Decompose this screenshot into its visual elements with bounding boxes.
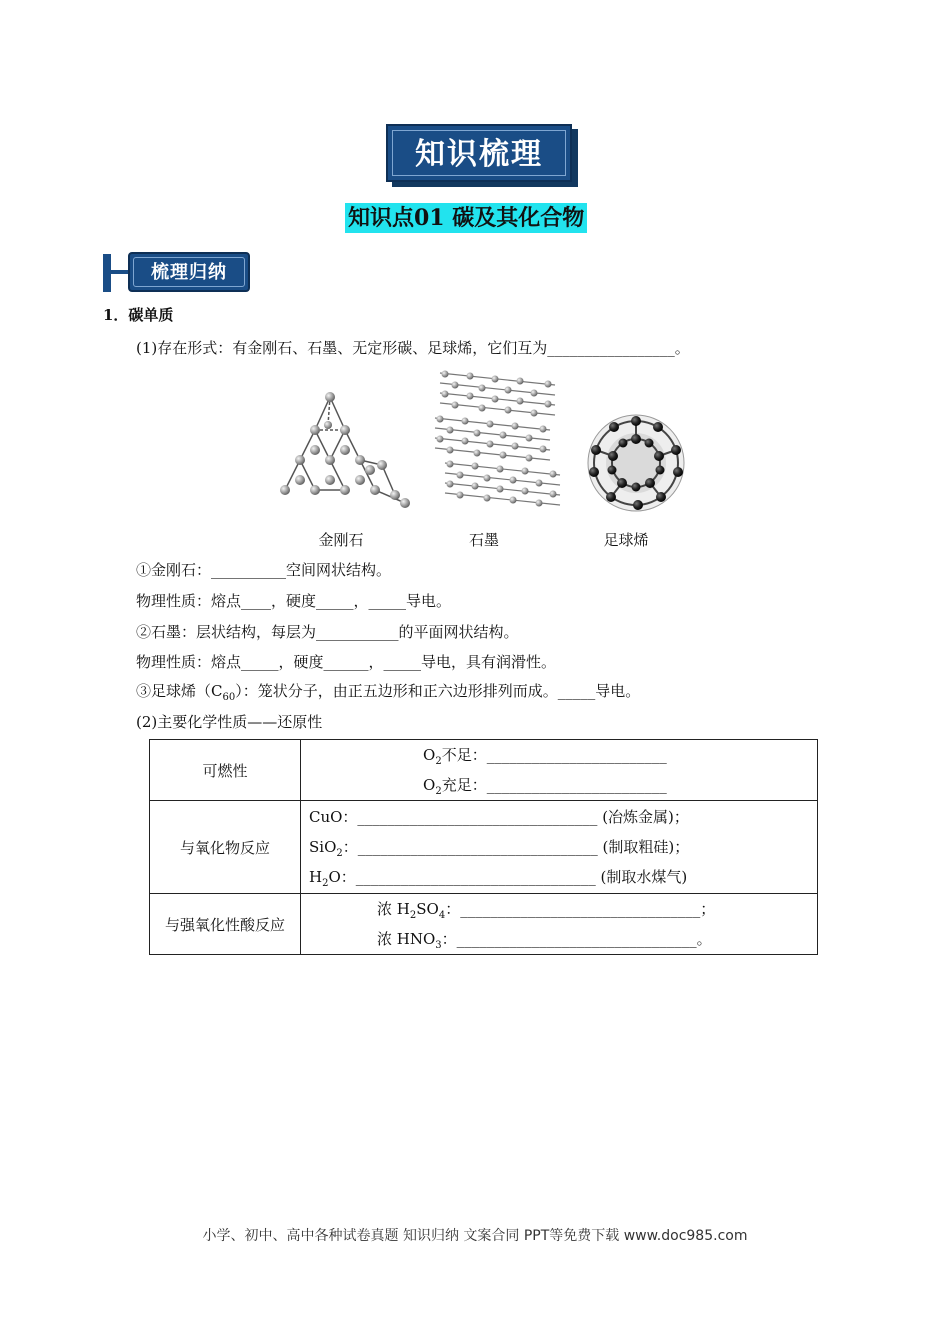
diamond-properties: 物理性质：熔点____，硬度_____，_____导电。: [136, 592, 452, 610]
existence-line: (1)存在形式：有金刚石、石墨、无定形碳、足球烯，它们互为_________________。: [136, 339, 690, 357]
cuo-row: CuO：________________________________ (冶炼金属)；: [309, 808, 689, 826]
acid-reaction-label: 与强氧化性酸反应: [150, 894, 301, 955]
o2-lack-row: $O_2$不足：________________________: [423, 746, 667, 767]
tag-connector: [111, 270, 129, 274]
table-row: [150, 801, 818, 894]
section-tag-label: 梳理归纳: [133, 257, 245, 287]
graphite-structure-image: [430, 363, 565, 515]
oxide-reaction-label: 与氧化物反应: [150, 801, 301, 894]
fullerene-label: 足球烯: [603, 531, 649, 549]
fullerene-line: ③足球烯$(C_{60})$：笼状分子，由正五边形和正六边形排列而成。_____导电。: [136, 682, 641, 703]
diamond-line: ①金刚石：__________空间网状结构。: [136, 561, 392, 579]
acid-reaction-cell: [301, 894, 818, 955]
diamond-label: 金刚石: [318, 531, 364, 549]
chemical-property-line: (2)主要化学性质——还原性: [136, 713, 323, 731]
oxide-reaction-cell: [301, 801, 818, 894]
h2o-row: $H_2O$：________________________________ (制取水煤气): [309, 868, 688, 889]
hno3-row: 浓 $HNO_3$：________________________________。: [377, 930, 712, 951]
banner-title: 知识梳理: [392, 130, 566, 176]
tag-bar: [103, 254, 111, 292]
sio2-row: SiO$_2$：________________________________ (制取粗硅)；: [309, 838, 690, 859]
table-row: [150, 740, 818, 801]
h2so4-row: 浓 $H_2SO_4$：________________________________；: [377, 900, 716, 921]
graphite-line: ②石墨：层状结构，每层为___________的平面网状结构。: [136, 623, 519, 641]
combustibility-cell: [301, 740, 818, 801]
knowledge-point-title: 知识点01 碳及其化合物: [345, 203, 587, 233]
footer-text: 小学、初中、高中各种试卷真题 知识归纳 文案合同 PPT等免费下载 www.doc985.com: [202, 1228, 748, 1244]
section-banner: [386, 124, 572, 182]
graphite-label: 石墨: [468, 531, 499, 549]
diamond-structure-image: [270, 385, 420, 515]
fullerene-structure-image: [583, 410, 693, 518]
table-row: [150, 894, 818, 955]
carbon-heading: 1．碳单质: [103, 306, 174, 324]
o2-full-row: $O_2$充足：________________________: [423, 776, 667, 797]
graphite-properties: 物理性质：熔点_____，硬度______，_____导电，具有润滑性。: [136, 653, 557, 671]
section-tag: [128, 252, 250, 292]
reducibility-table: [149, 739, 818, 955]
combustibility-label: 可燃性: [150, 740, 301, 801]
